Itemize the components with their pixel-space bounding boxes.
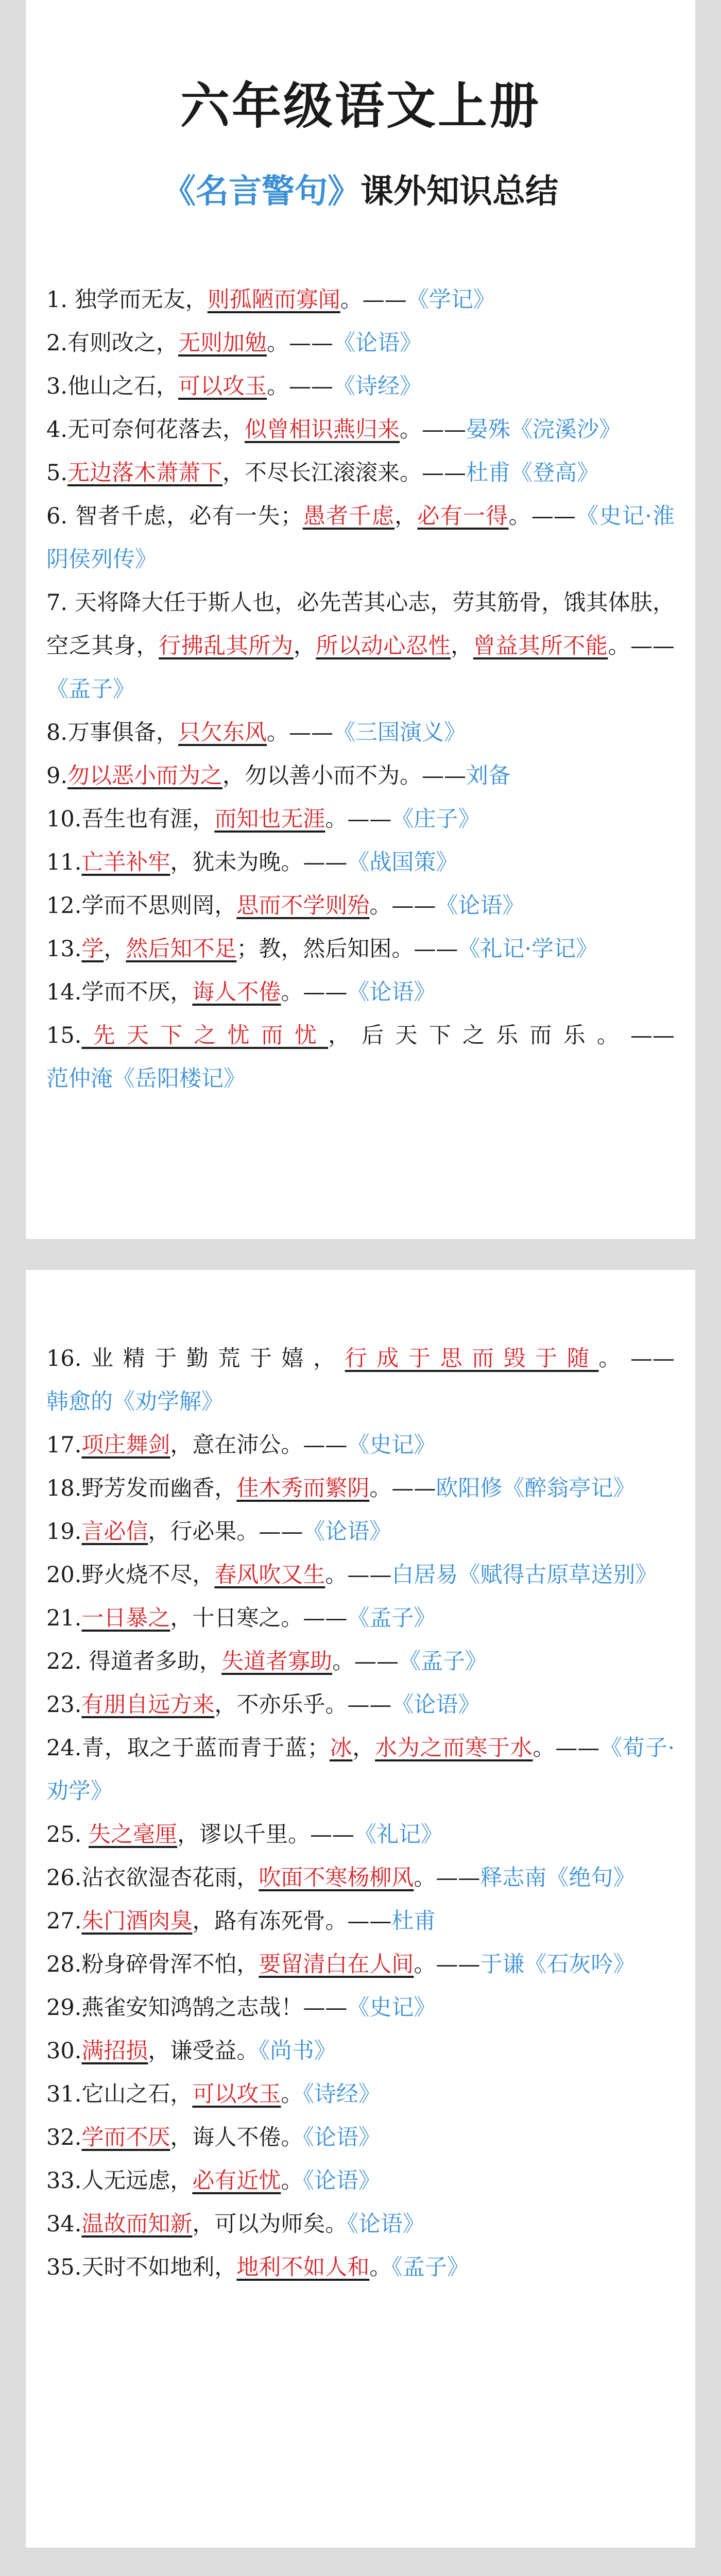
quote-source: 《孟子》 bbox=[347, 1605, 436, 1631]
quote-source: 《孟子》 bbox=[391, 2255, 469, 2280]
quote-item bbox=[46, 1813, 675, 1856]
quote-item bbox=[46, 1683, 675, 1726]
quote-text: 28.粉身碎骨浑不怕， bbox=[46, 1952, 259, 1977]
quote-text: 32. bbox=[46, 2125, 82, 2150]
quote-text: 。—— bbox=[414, 1952, 480, 1977]
quote-source: 《礼记》 bbox=[354, 1822, 443, 1848]
quote-text: 25. bbox=[46, 1822, 89, 1848]
quote-text: 23. bbox=[46, 1692, 82, 1718]
quote-text: ，路有冻死骨。—— bbox=[192, 1908, 392, 1934]
highlighted-phrase: 春风吹又生 bbox=[214, 1562, 325, 1588]
quote-text: 9. bbox=[46, 763, 68, 789]
quote-item bbox=[46, 1337, 675, 1423]
highlighted-phrase: 佳木秀而繁阴 bbox=[236, 1476, 370, 1501]
quote-text: 。 bbox=[281, 2081, 303, 2107]
quote-text: 19. bbox=[46, 1519, 82, 1545]
quote-item bbox=[46, 2246, 675, 2289]
quote-text: 15. bbox=[46, 1023, 82, 1048]
quote-text: 1. 独学而无友， bbox=[46, 287, 208, 313]
quote-item bbox=[46, 451, 675, 495]
quote-text: 20.野火烧不尽， bbox=[46, 1562, 215, 1588]
quote-item bbox=[46, 1726, 675, 1813]
highlighted-phrase: 无则加勉 bbox=[178, 330, 267, 356]
highlighted-phrase: 行拂乱其所为 bbox=[159, 633, 294, 659]
quote-item bbox=[46, 1943, 675, 1986]
highlighted-phrase: 然后知不足 bbox=[126, 936, 237, 962]
quote-source: 杜甫《登高》 bbox=[466, 460, 599, 486]
quote-source: 《论语》 bbox=[347, 979, 436, 1005]
quote-text: 27. bbox=[46, 1908, 82, 1934]
page-title: 六年级语文上册 bbox=[180, 77, 541, 135]
quote-source: 韩愈的《劝学解》 bbox=[46, 1389, 224, 1415]
quote-text: 10.吾生也有涯， bbox=[46, 806, 215, 832]
highlighted-phrase: 项庄舞剑 bbox=[81, 1432, 170, 1458]
highlighted-phrase: 则孤陋而寡闻 bbox=[207, 287, 340, 313]
quote-source: 《论语》 bbox=[347, 2211, 425, 2237]
quote-item bbox=[46, 2073, 675, 2116]
quote-source: 《论语》 bbox=[391, 1692, 480, 1718]
quote-text: 30. bbox=[46, 2038, 82, 2064]
quote-text: 。—— bbox=[608, 633, 675, 659]
quote-text: 5. bbox=[46, 460, 68, 486]
quote-list bbox=[46, 1337, 675, 2289]
quote-text: 。—— bbox=[267, 720, 334, 745]
quote-item bbox=[46, 2029, 675, 2073]
quote-text: 。—— bbox=[414, 1865, 480, 1891]
quote-source: 《诗经》 bbox=[333, 374, 422, 399]
quote-text: 33.人无远虑， bbox=[46, 2168, 193, 2194]
quote-item bbox=[46, 1014, 675, 1100]
highlighted-phrase: 诲人不倦 bbox=[192, 979, 281, 1005]
highlighted-phrase: 失之毫厘 bbox=[89, 1822, 178, 1848]
quote-text: 。 bbox=[369, 2255, 392, 2280]
quote-text: ，十日寒之。—— bbox=[170, 1605, 348, 1631]
quote-text: 16.业精于勤荒于嬉， bbox=[46, 1346, 345, 1371]
highlighted-phrase: 满招损 bbox=[81, 2038, 148, 2064]
quote-item bbox=[46, 1597, 675, 1640]
highlighted-phrase: 要留清白在人间 bbox=[259, 1952, 414, 1977]
quote-item bbox=[46, 321, 675, 365]
quote-text: ，不尽长江滚滚来。—— bbox=[222, 460, 467, 486]
highlighted-phrase: 学而不厌 bbox=[81, 2125, 170, 2150]
quote-item bbox=[46, 1553, 675, 1597]
quote-item bbox=[46, 2159, 675, 2202]
highlighted-phrase: 可以攻玉 bbox=[192, 2081, 281, 2107]
quote-source: 《史记》 bbox=[347, 1432, 436, 1458]
highlighted-phrase: 亡羊补牢 bbox=[81, 850, 170, 875]
quote-item bbox=[46, 841, 675, 884]
quote-source: 《庄子》 bbox=[391, 806, 480, 832]
quote-text: 。—— bbox=[508, 503, 576, 529]
quote-source: 欧阳修《醉翁亭记》 bbox=[436, 1476, 636, 1501]
highlighted-phrase: 先天下之忧而忧 bbox=[81, 1023, 329, 1048]
quote-text: 。 bbox=[281, 2168, 303, 2194]
highlighted-phrase: 思而不学则殆 bbox=[236, 893, 370, 919]
quote-text: 26.沾衣欲湿杏花雨， bbox=[46, 1865, 259, 1891]
highlighted-phrase: 可以攻玉 bbox=[178, 374, 267, 399]
quote-text: 34. bbox=[46, 2211, 82, 2237]
highlighted-phrase: 温故而知新 bbox=[81, 2211, 193, 2237]
quote-source: 《论语》 bbox=[333, 330, 422, 356]
quote-text: 4.无可奈何花落去， bbox=[46, 417, 245, 443]
quote-text: 14.学而不厌， bbox=[46, 979, 193, 1005]
quote-text: 。—— bbox=[598, 1346, 675, 1371]
quote-source: 《学记》 bbox=[406, 287, 495, 313]
quote-text: 。—— bbox=[325, 1562, 392, 1588]
quote-source: 释志南《绝句》 bbox=[480, 1865, 636, 1891]
quote-text: 35.天时不如地利， bbox=[46, 2255, 237, 2280]
highlighted-phrase: 水为之而寒于水 bbox=[375, 1735, 533, 1761]
quote-text: ；教，然后知困。—— bbox=[236, 936, 458, 962]
quote-text: 。—— bbox=[533, 1735, 600, 1761]
quote-source: 《礼记·学记》 bbox=[458, 936, 598, 962]
highlighted-phrase: 失道者寡助 bbox=[221, 1649, 333, 1674]
quote-text: ，不亦乐乎。—— bbox=[214, 1692, 392, 1718]
highlighted-phrase: 必有近忧 bbox=[192, 2168, 281, 2194]
quote-text: 。—— bbox=[332, 1649, 399, 1674]
highlighted-phrase: 曾益其所不能 bbox=[473, 633, 608, 659]
quote-item bbox=[46, 971, 675, 1014]
highlighted-phrase: 朱门酒肉臭 bbox=[81, 1908, 193, 1934]
highlighted-phrase: 吹面不寒杨柳风 bbox=[259, 1865, 414, 1891]
quote-text: 。—— bbox=[369, 893, 436, 919]
quote-source: 《三国演义》 bbox=[333, 720, 467, 745]
quote-source: 《孟子》 bbox=[46, 676, 135, 702]
quote-source: 刘备 bbox=[466, 763, 511, 789]
highlighted-phrase: 愚者千虑 bbox=[302, 503, 395, 529]
page-subtitle bbox=[26, 165, 695, 212]
quote-text: 22. 得道者多助， bbox=[46, 1649, 222, 1674]
highlighted-phrase: 言必信 bbox=[81, 1519, 148, 1545]
quote-source: 《史记·淮阴侯列传》 bbox=[46, 503, 675, 572]
highlighted-phrase: 而知也无涯 bbox=[214, 806, 325, 832]
quote-text: 12.学而不思则罔， bbox=[46, 893, 237, 919]
highlighted-phrase: 必有一得 bbox=[417, 503, 509, 529]
quote-text: ，勿以善小而不为。—— bbox=[222, 763, 467, 789]
highlighted-phrase: 无边落木萧萧下 bbox=[67, 460, 223, 486]
quote-text: ， bbox=[352, 1735, 375, 1761]
quote-text: ， bbox=[293, 633, 316, 659]
quote-text: 31.它山之石， bbox=[46, 2081, 193, 2107]
quote-source: 晏殊《浣溪沙》 bbox=[466, 417, 622, 443]
quote-text: 8.万事俱备， bbox=[46, 720, 179, 745]
quote-source: 《诗经》 bbox=[303, 2081, 381, 2107]
highlighted-phrase: 有朋自远方来 bbox=[81, 1692, 215, 1718]
subtitle-summary: 课外知识总结 bbox=[360, 173, 558, 211]
quote-text: 。—— bbox=[400, 417, 467, 443]
quote-text: 24.青，取之于蓝而青于蓝； bbox=[46, 1735, 330, 1761]
quote-source: 《论语》 bbox=[303, 1519, 392, 1545]
highlighted-phrase: 冰 bbox=[329, 1735, 353, 1761]
quote-source: 《荀子·劝学》 bbox=[46, 1735, 675, 1804]
highlighted-phrase: 一日暴之 bbox=[81, 1605, 170, 1631]
quote-source: 于谦《石灰吟》 bbox=[480, 1952, 636, 1977]
quote-text: ，意在沛公。—— bbox=[170, 1432, 348, 1458]
quote-text: 。—— bbox=[267, 330, 334, 356]
card-section-2 bbox=[26, 1270, 695, 2548]
quote-text: 11. bbox=[46, 850, 82, 875]
quote-text: 。—— bbox=[325, 806, 392, 832]
quote-text: ，可以为师矣。 bbox=[192, 2211, 348, 2237]
quote-item bbox=[46, 1640, 675, 1683]
highlighted-phrase: 行成于思而毁于随 bbox=[345, 1346, 599, 1371]
quote-item bbox=[46, 884, 675, 927]
quote-item bbox=[46, 1423, 675, 1467]
quote-item bbox=[46, 2202, 675, 2246]
quote-item bbox=[46, 495, 675, 581]
quote-item bbox=[46, 1986, 675, 2029]
quote-source: 白居易《赋得古原草送别》 bbox=[391, 1562, 658, 1588]
quote-text: ， bbox=[394, 503, 418, 529]
quote-item bbox=[46, 1856, 675, 1900]
highlighted-phrase: 似曾相识燕归来 bbox=[245, 417, 400, 443]
quote-item bbox=[46, 798, 675, 841]
quote-item bbox=[46, 581, 675, 711]
quote-source: 《论语》 bbox=[303, 2168, 381, 2194]
quote-item bbox=[46, 927, 675, 971]
quote-text: ，诲人不倦。 bbox=[170, 2125, 303, 2150]
quote-item bbox=[46, 711, 675, 754]
quote-text: 2.有则改之， bbox=[46, 330, 179, 356]
quote-source: 《论语》 bbox=[436, 893, 525, 919]
quote-text: 29.燕雀安知鸿鹄之志哉！—— bbox=[46, 1995, 348, 2021]
quote-text: ，谦受益。 bbox=[148, 2038, 259, 2064]
highlighted-phrase: 勿以恶小而为之 bbox=[67, 763, 223, 789]
quote-item bbox=[46, 1510, 675, 1553]
quote-text: 6. 智者千虑，必有一失； bbox=[46, 503, 303, 529]
quote-item bbox=[46, 365, 675, 408]
quote-text: 3.他山之石， bbox=[46, 374, 179, 399]
quote-source: 范仲淹《岳阳楼记》 bbox=[46, 1066, 246, 1092]
quote-text: ， bbox=[104, 936, 126, 962]
quote-item bbox=[46, 754, 675, 798]
quote-item bbox=[46, 278, 675, 321]
quote-source: 《史记》 bbox=[347, 1995, 436, 2021]
quote-item bbox=[46, 408, 675, 451]
quote-source: 《战国策》 bbox=[347, 850, 458, 875]
quote-text: 18.野芳发而幽香， bbox=[46, 1476, 237, 1501]
quote-text: ，行必果。—— bbox=[148, 1519, 303, 1545]
quote-text: 。—— bbox=[340, 287, 407, 313]
quote-item bbox=[46, 1467, 675, 1510]
quote-source: 《孟子》 bbox=[399, 1649, 488, 1674]
quote-text: 21. bbox=[46, 1605, 82, 1631]
quote-text: 。—— bbox=[281, 979, 348, 1005]
quote-text: 。—— bbox=[267, 374, 334, 399]
quote-text: ，犹未为晚。—— bbox=[170, 850, 348, 875]
quote-list bbox=[46, 278, 675, 1100]
quote-text: 。—— bbox=[369, 1476, 436, 1501]
quote-text: 17. bbox=[46, 1432, 82, 1458]
highlighted-phrase: 所以动心忍性 bbox=[316, 633, 451, 659]
quote-text: ， bbox=[451, 633, 473, 659]
quote-text: 7. 天将降大任于斯人也，必先苦其心志，劳其筋骨，饿其体肤，空乏其身， bbox=[46, 590, 675, 659]
quote-text: 13. bbox=[46, 936, 82, 962]
subtitle-book-name: 《名言警句》 bbox=[163, 173, 360, 211]
highlighted-phrase: 地利不如人和 bbox=[236, 2255, 370, 2280]
card-section-1 bbox=[26, 0, 695, 1239]
highlighted-phrase: 只欠东风 bbox=[178, 720, 267, 745]
quote-item bbox=[46, 2116, 675, 2159]
quote-source: 《尚书》 bbox=[259, 2038, 336, 2064]
quote-text: ，谬以千里。—— bbox=[177, 1822, 355, 1848]
quote-text: ，后天下之乐而乐。—— bbox=[328, 1023, 675, 1048]
quote-item bbox=[46, 1900, 675, 1943]
quote-source: 杜甫 bbox=[391, 1908, 436, 1934]
quote-source: 《论语》 bbox=[303, 2125, 381, 2150]
highlighted-phrase: 学 bbox=[81, 936, 104, 962]
